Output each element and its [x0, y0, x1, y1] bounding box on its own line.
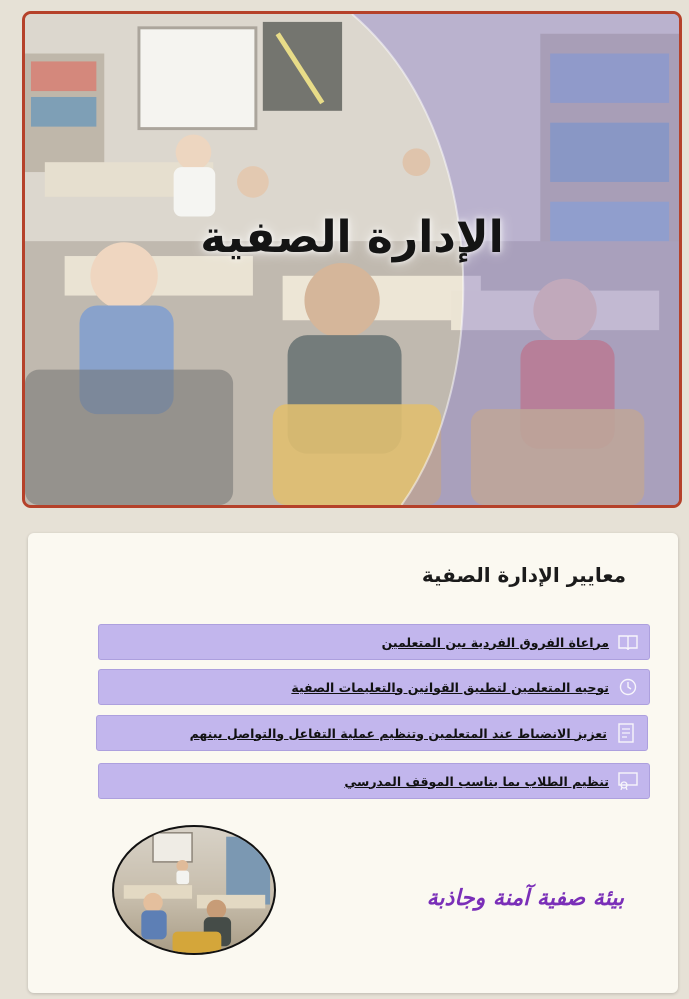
document-icon [615, 722, 637, 744]
content-card [28, 533, 678, 993]
classroom-thumbnail [112, 825, 276, 955]
criterion-item-rules-guidance[interactable] [98, 669, 650, 705]
certificate-icon [617, 770, 639, 792]
clock-icon [617, 676, 639, 698]
criterion-label: مراعاة الفروق الفردية بين المتعلمين [381, 634, 609, 650]
criterion-item-discipline-interaction[interactable] [96, 715, 648, 751]
criterion-label: تنظيم الطلاب بما يناسب الموقف المدرسي [344, 773, 609, 789]
book-icon [617, 631, 639, 653]
card-title: معايير الإدارة الصفية [421, 563, 626, 587]
criterion-label: تعزيز الانضباط عند المتعلمين وتنظيم عملية التفاعل والتواصل بينهم [189, 725, 607, 741]
criterion-item-student-organization[interactable] [98, 763, 650, 799]
criterion-label: توجيه المتعلمين لتطبيق القوانين والتعليمات الصفية [291, 679, 609, 695]
slogan-text: بيئة صفية آمنة وجاذبة [426, 885, 624, 911]
criterion-item-individual-differences[interactable] [98, 624, 650, 660]
hero-title: الإدارة الصفية [200, 212, 504, 263]
hero-slide [22, 11, 682, 508]
